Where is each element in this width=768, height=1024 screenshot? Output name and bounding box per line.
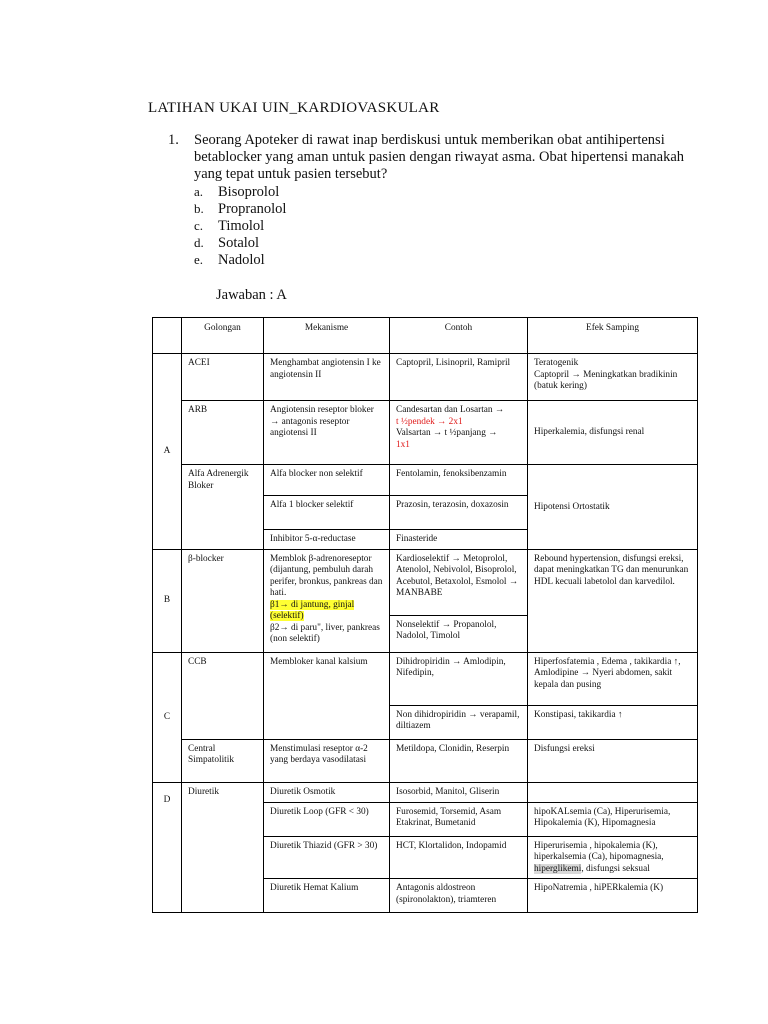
table-row (153, 465, 698, 496)
contoh-cell: Prazosin, terazosin, doxazosin (390, 496, 528, 530)
contoh-cell: Dihidropiridin → Amlodipin, Nifedipin, (390, 652, 528, 705)
golongan-cell: β-blocker (182, 549, 264, 652)
efek-cell: Rebound hypertension, disfungsi ereksi, dapat meningkatkan TG dan menurunkan HDL kecuali labetolol dan karvedilol. (528, 549, 698, 652)
question-number: 1. (168, 132, 179, 148)
efek-line: Amlodipine → Nyeri abdomen, sakit kepala dan pusing (534, 668, 673, 690)
option-letter: c. (194, 218, 204, 233)
option-item (194, 251, 688, 268)
highlighted-text: β1→ di jantung, ginjal (selektif) (270, 599, 355, 621)
group-label-b: B (153, 549, 182, 652)
header-cell: Contoh (390, 318, 528, 354)
contoh-cell: Nonselektif → Propanolol, Nadolol, Timolol (390, 615, 528, 652)
mekanisme-cell: Diuretik Thiazid (GFR > 30) (264, 836, 390, 879)
golongan-cell: Central Simpatolitik (182, 739, 264, 782)
efek-cell: HipoNatremia , hiPERkalemia (K) (528, 879, 698, 913)
golongan-cell: CCB (182, 652, 264, 739)
group-label-a: A (153, 354, 182, 550)
option-letter: d. (194, 235, 204, 250)
contoh-cell: Captopril, Lisinopril, Ramipril (390, 354, 528, 401)
question-1 (168, 132, 688, 268)
mekanisme-cell: Menstimulasi reseptor α-2 yang berdaya vasodilatasi (264, 739, 390, 782)
contoh-cell: HCT, Klortalidon, Indopamid (390, 836, 528, 879)
mekanisme-line: β2→ di paru", liver, pankreas (non selektif) (270, 622, 380, 644)
table-row (153, 354, 698, 401)
contoh-line: Valsartan → t ½panjang → (396, 428, 498, 438)
efek-text: Hiperurisemia , hipokalemia (K), hiperkalsemia (Ca), hipomagnesia, (534, 840, 664, 862)
efek-line: Captopril → Meningkatkan bradikinin (batuk kering) (534, 369, 678, 391)
table-row (153, 401, 698, 465)
mekanisme-cell: Diuretik Loop (GFR < 30) (264, 802, 390, 836)
contoh-line: Candesartan dan Losartan → (396, 405, 505, 415)
option-text: Timolol (218, 218, 265, 234)
option-text: Nadolol (218, 252, 265, 268)
contoh-line-red: t ½pendek → 2x1 (396, 416, 463, 427)
antihypertensive-table (152, 317, 698, 913)
mekanisme-cell: Alfa 1 blocker selektif (264, 496, 390, 530)
efek-text-shaded: hiperglikemi (534, 863, 582, 874)
option-list (194, 183, 688, 268)
table-row (153, 739, 698, 782)
option-item (194, 234, 688, 251)
golongan-cell: ARB (182, 401, 264, 465)
contoh-line-red: 1x1 (396, 439, 410, 450)
mekanisme-cell: Membloker kanal kalsium (264, 652, 390, 739)
header-cell: Mekanisme (264, 318, 390, 354)
header-cell: Efek Samping (528, 318, 698, 354)
mekanisme-cell: Angiotensin reseptor bloker → antagonis reseptor angiotensi II (264, 401, 390, 465)
mekanisme-cell (264, 549, 390, 652)
table-header-row (153, 318, 698, 354)
option-item (194, 217, 688, 234)
efek-cell: Hiperkalemia, disfungsi renal (528, 401, 698, 465)
contoh-cell: Non dihidropiridin → verapamil, diltiazem (390, 705, 528, 739)
efek-cell: Hipotensi Ortostatik (528, 465, 698, 550)
contoh-cell: Finasteride (390, 530, 528, 550)
option-item (194, 200, 688, 217)
efek-text: , disfungsi seksual (581, 863, 650, 874)
efek-cell: Konstipasi, takikardia ↑ (528, 705, 698, 739)
contoh-cell: Furosemid, Torsemid, Asam Etakrinat, Bumetanid (390, 802, 528, 836)
efek-cell (528, 652, 698, 705)
table-row (153, 549, 698, 615)
option-text: Sotalol (218, 235, 260, 251)
contoh-cell: Fentolamin, fenoksibenzamin (390, 465, 528, 496)
efek-cell (528, 782, 698, 802)
efek-cell: hipoKALsemia (Ca), Hiperurisemia, Hipokalemia (K), Hipomagnesia (528, 802, 698, 836)
golongan-cell: Alfa Adrenergik Bloker (182, 465, 264, 550)
mekanisme-cell: Diuretik Hemat Kalium (264, 879, 390, 913)
mekanisme-highlight (270, 600, 383, 623)
mekanisme-cell: Inhibitor 5-α-reductase (264, 530, 390, 550)
mekanisme-cell: Diuretik Osmotik (264, 782, 390, 802)
option-letter: b. (194, 201, 204, 216)
table-row (153, 652, 698, 705)
header-cell: Golongan (182, 318, 264, 354)
mekanisme-cell: Menghambat angiotensin I ke angiotensin II (264, 354, 390, 401)
option-letter: a. (194, 184, 204, 199)
contoh-cell: Isosorbid, Manitol, Gliserin (390, 782, 528, 802)
mekanisme-cell: Alfa blocker non selektif (264, 465, 390, 496)
question-text: Seorang Apoteker di rawat inap berdiskusi untuk memberikan obat antihipertensi betablocker yang aman untuk pasien dengan riwayat asma. Obat hipertensi manakah yang tepat untuk pasien tersebut? (194, 132, 685, 182)
contoh-cell: Metildopa, Clonidin, Reserpin (390, 739, 528, 782)
option-text: Propranolol (218, 201, 287, 217)
group-label-c: C (153, 652, 182, 782)
option-text: Bisoprolol (218, 184, 280, 200)
efek-cell (528, 836, 698, 879)
efek-cell (528, 354, 698, 401)
golongan-cell: ACEI (182, 354, 264, 401)
contoh-cell: Antagonis aldostreon (spironolakton), triamteren (390, 879, 528, 913)
contoh-cell (390, 401, 528, 465)
mekanisme-line: Memblok β-adrenoreseptor (dijantung, pembuluh darah perifer, bronkus, pankreas dan hati. (270, 553, 383, 598)
contoh-cell: Kardioselektif → Metoprolol, Atenolol, Nebivolol, Bisoprolol, Acebutol, Betaxolol, Esmolol → MANBABE (390, 549, 528, 615)
efek-cell: Disfungsi ereksi (528, 739, 698, 782)
option-item (194, 183, 688, 200)
table-row (153, 782, 698, 802)
answer-text: Jawaban : A (216, 287, 287, 303)
header-cell (153, 318, 182, 354)
option-letter: e. (194, 252, 204, 267)
golongan-cell: Diuretik (182, 782, 264, 913)
efek-line: Hiperfosfatemia , Edema , takikardia ↑, (534, 656, 681, 667)
document-title: LATIHAN UKAI UIN_KARDIOVASKULAR (148, 100, 440, 116)
group-label-d: D (153, 782, 182, 913)
efek-line: Teratogenik (534, 358, 579, 368)
